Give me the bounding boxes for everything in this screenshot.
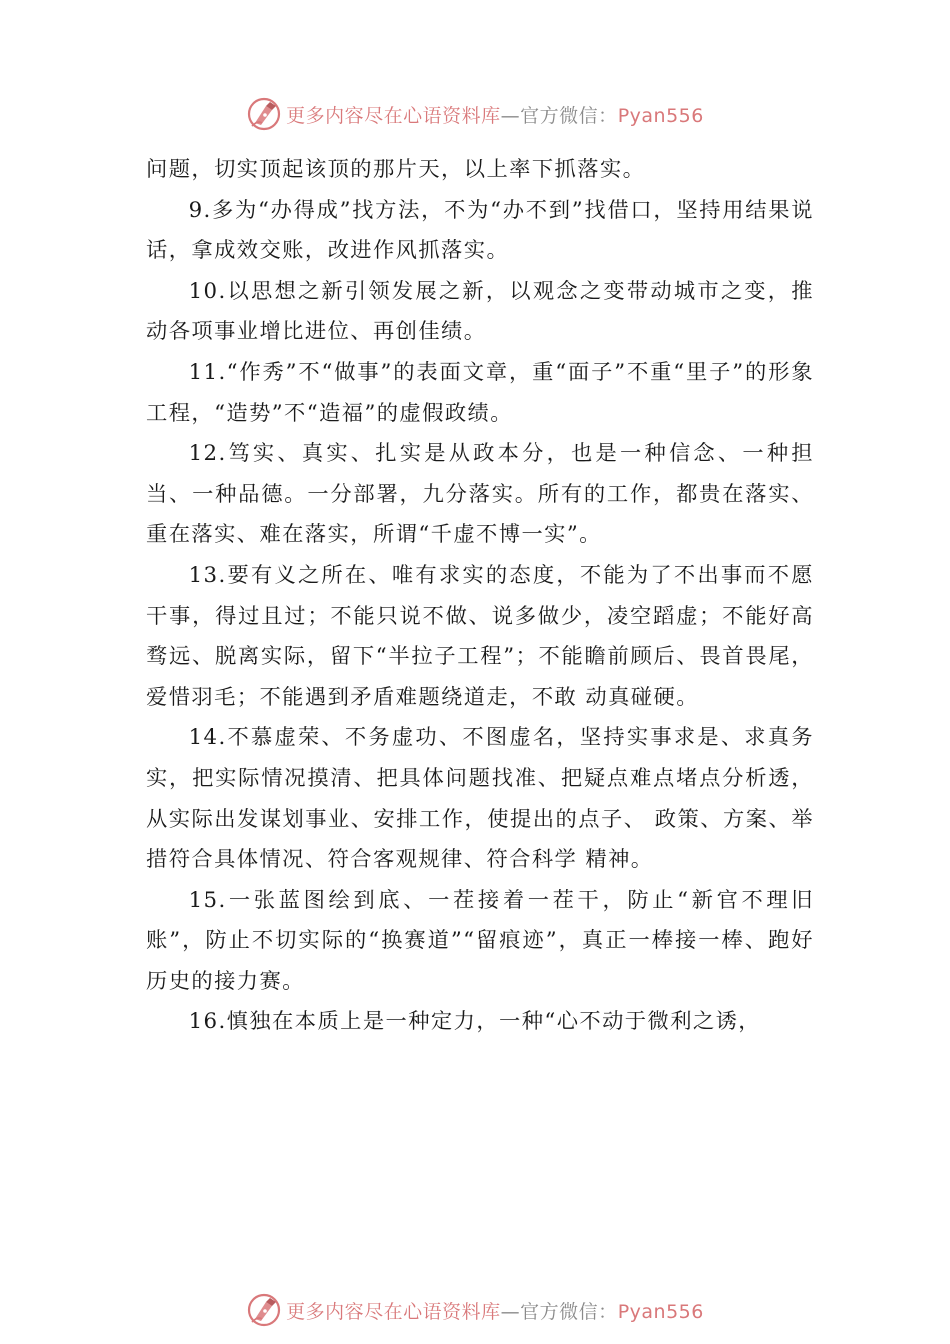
paragraph-11: 11.“作秀”不“做事”的表面文章，重“面子”不重“里子”的形象工程，“造势”不“造福”的虚假政绩。 <box>146 359 814 426</box>
paragraph-continuation: 问题，切实顶起该顶的那片天，以上率下抓落实。 <box>146 157 646 182</box>
paragraph-14: 14.不慕虚荣、不务虚功、不图虚名，坚持实事求是、求真务实，把实际情况摸清、把具体问题找准、把疑点难点堵点分析透，从实际出发谋划事业、安排工作，使提出的点子、 政策、方案、举措符合具体情况、符合客观规律、符合科学 精神。 <box>146 725 814 873</box>
header-banner <box>0 94 950 134</box>
header-text <box>286 101 704 128</box>
paragraph-10: 10.以思想之新引领发展之新，以观念之变带动城市之变，推动各项事业增比进位、再创佳绩。 <box>146 278 814 345</box>
paragraph-15: 15.一张蓝图绘到底、一茬接着一茬干，防止“新官不理旧账”，防止不切实际的“换赛道”“留痕迹”，真正一棒接一棒、跑好历史的接力赛。 <box>146 887 814 994</box>
footer-brand: 更多内容尽在心语资料库 <box>286 1300 501 1323</box>
paragraph-13: 13.要有义之所在、唯有求实的态度，不能为了不出事而不愿干事，得过且过；不能只说不做、说多做少，凌空蹈虚；不能好高骛远、脱离实际，留下“半拉子工程”；不能瞻前顾后、畏首畏尾，爱惜羽毛；不能遇到矛盾难题绕道走，不敢 动真碰硬。 <box>146 562 814 710</box>
footer-wechat-label: 官方微信： <box>520 1300 618 1323</box>
header-wechat-label: 官方微信： <box>520 104 618 127</box>
footer-banner <box>0 1290 950 1330</box>
footer-text <box>286 1297 704 1324</box>
header-wechat-id: Pyan556 <box>617 104 704 127</box>
footer-dash: — <box>500 1300 521 1323</box>
header-brand: 更多内容尽在心语资料库 <box>286 104 501 127</box>
pen-nib-logo-icon <box>246 1292 282 1328</box>
document-body <box>146 150 814 1043</box>
pen-nib-logo-icon <box>246 96 282 132</box>
paragraph-12: 12.笃实、真实、扎实是从政本分，也是一种信念、一种担当、一种品德。一分部署，九分落实。所有的工作，都贵在落实、重在落实、难在落实，所谓“千虚不博一实”。 <box>146 441 814 548</box>
paragraph-9: 9.多为“办得成”找方法，不为“办不到”找借口，坚持用结果说话，拿成效交账，改进作风抓落实。 <box>146 197 814 264</box>
footer-wechat-id: Pyan556 <box>617 1300 704 1323</box>
header-dash: — <box>500 104 521 127</box>
paragraph-16: 16.慎独在本质上是一种定力，一种“心不动于微利之诱， <box>188 1009 761 1035</box>
